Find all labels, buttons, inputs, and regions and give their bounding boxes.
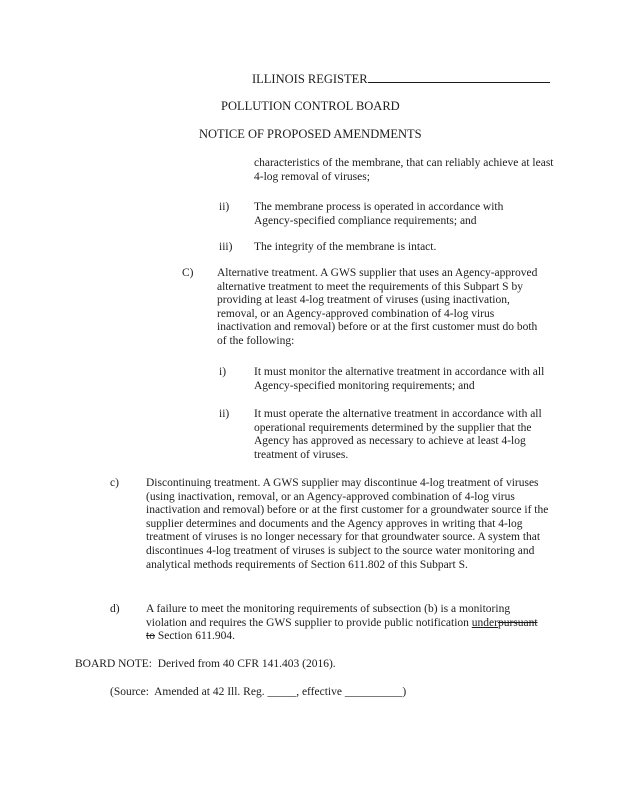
inserted-text: under [471,616,498,629]
item-d-text-before: A failure to meet the monitoring requirements of subsection (b) is a monitoring violation and requires the GWS supplier to provide public notification [146,603,511,629]
item-iii-text: The integrity of the membrane is intact. [254,241,437,253]
item-d-label: d) [110,603,120,615]
register-header [252,70,550,87]
continuation-text: characteristics of the membrane, that can reliably achieve at least 4-log removal of viruses; [254,157,554,183]
register-blank-line [368,70,550,83]
board-name: POLLUTION CONTROL BOARD [221,99,400,113]
board-note: BOARD NOTE: Derived from 40 CFR 141.403 (2016). [75,658,336,670]
item-d-paragraph [146,603,546,644]
item-C-ii-text: It must operate the alternative treatment in accordance with all operational requirements determined by the supplier that the Agency has approved as necessary to achieve at least 4-log treatment of viruses. [254,408,542,461]
item-C-i-text: It must monitor the alternative treatment in accordance with all Agency-specified monitoring requirements; and [254,366,545,392]
item-C-label: C) [182,267,194,279]
item-C-ii-label: ii) [219,408,230,420]
notice-title: NOTICE OF PROPOSED AMENDMENTS [199,127,422,141]
item-d-text-after: Section 611.904. [154,630,236,643]
register-title: ILLINOIS REGISTER [252,72,368,86]
deleted-text: pursuant to [146,616,538,643]
item-C-text: Alternative treatment. A GWS supplier that uses an Agency-approved alternative treatment to meet the requirements of this Subpart S by providing at least 4-log treatment of viruses (using inactivation, removal, or an Agency-approved combination of 4-log virus inactivation and removal) before or at the first customer must do both of the following: [217,267,538,347]
item-ii-text: The membrane process is operated in accordance with Agency-specified compliance requirements; and [254,201,504,227]
item-c-label: c) [110,477,119,489]
item-ii-label: ii) [219,201,230,213]
item-iii-label: iii) [219,241,233,253]
item-c-text: Discontinuing treatment. A GWS supplier may discontinue 4-log treatment of viruses (using inactivation, removal, or an Agency-approved combination of 4-log virus inactivation and removal) before or at the first customer for a groundwater source if the supplier determines and documents and the Agency approves in writing that 4-log treatment of viruses is no longer necessary for that groundwater source. A system that discontinues 4-log treatment of viruses is subject to the source water monitoring and analytical methods requirements of Section 611.802 of this Subpart S. [146,477,549,571]
source-line: (Source: Amended at 42 Ill. Reg. _____, effective __________) [110,686,407,698]
item-C-i-label: i) [219,366,227,378]
